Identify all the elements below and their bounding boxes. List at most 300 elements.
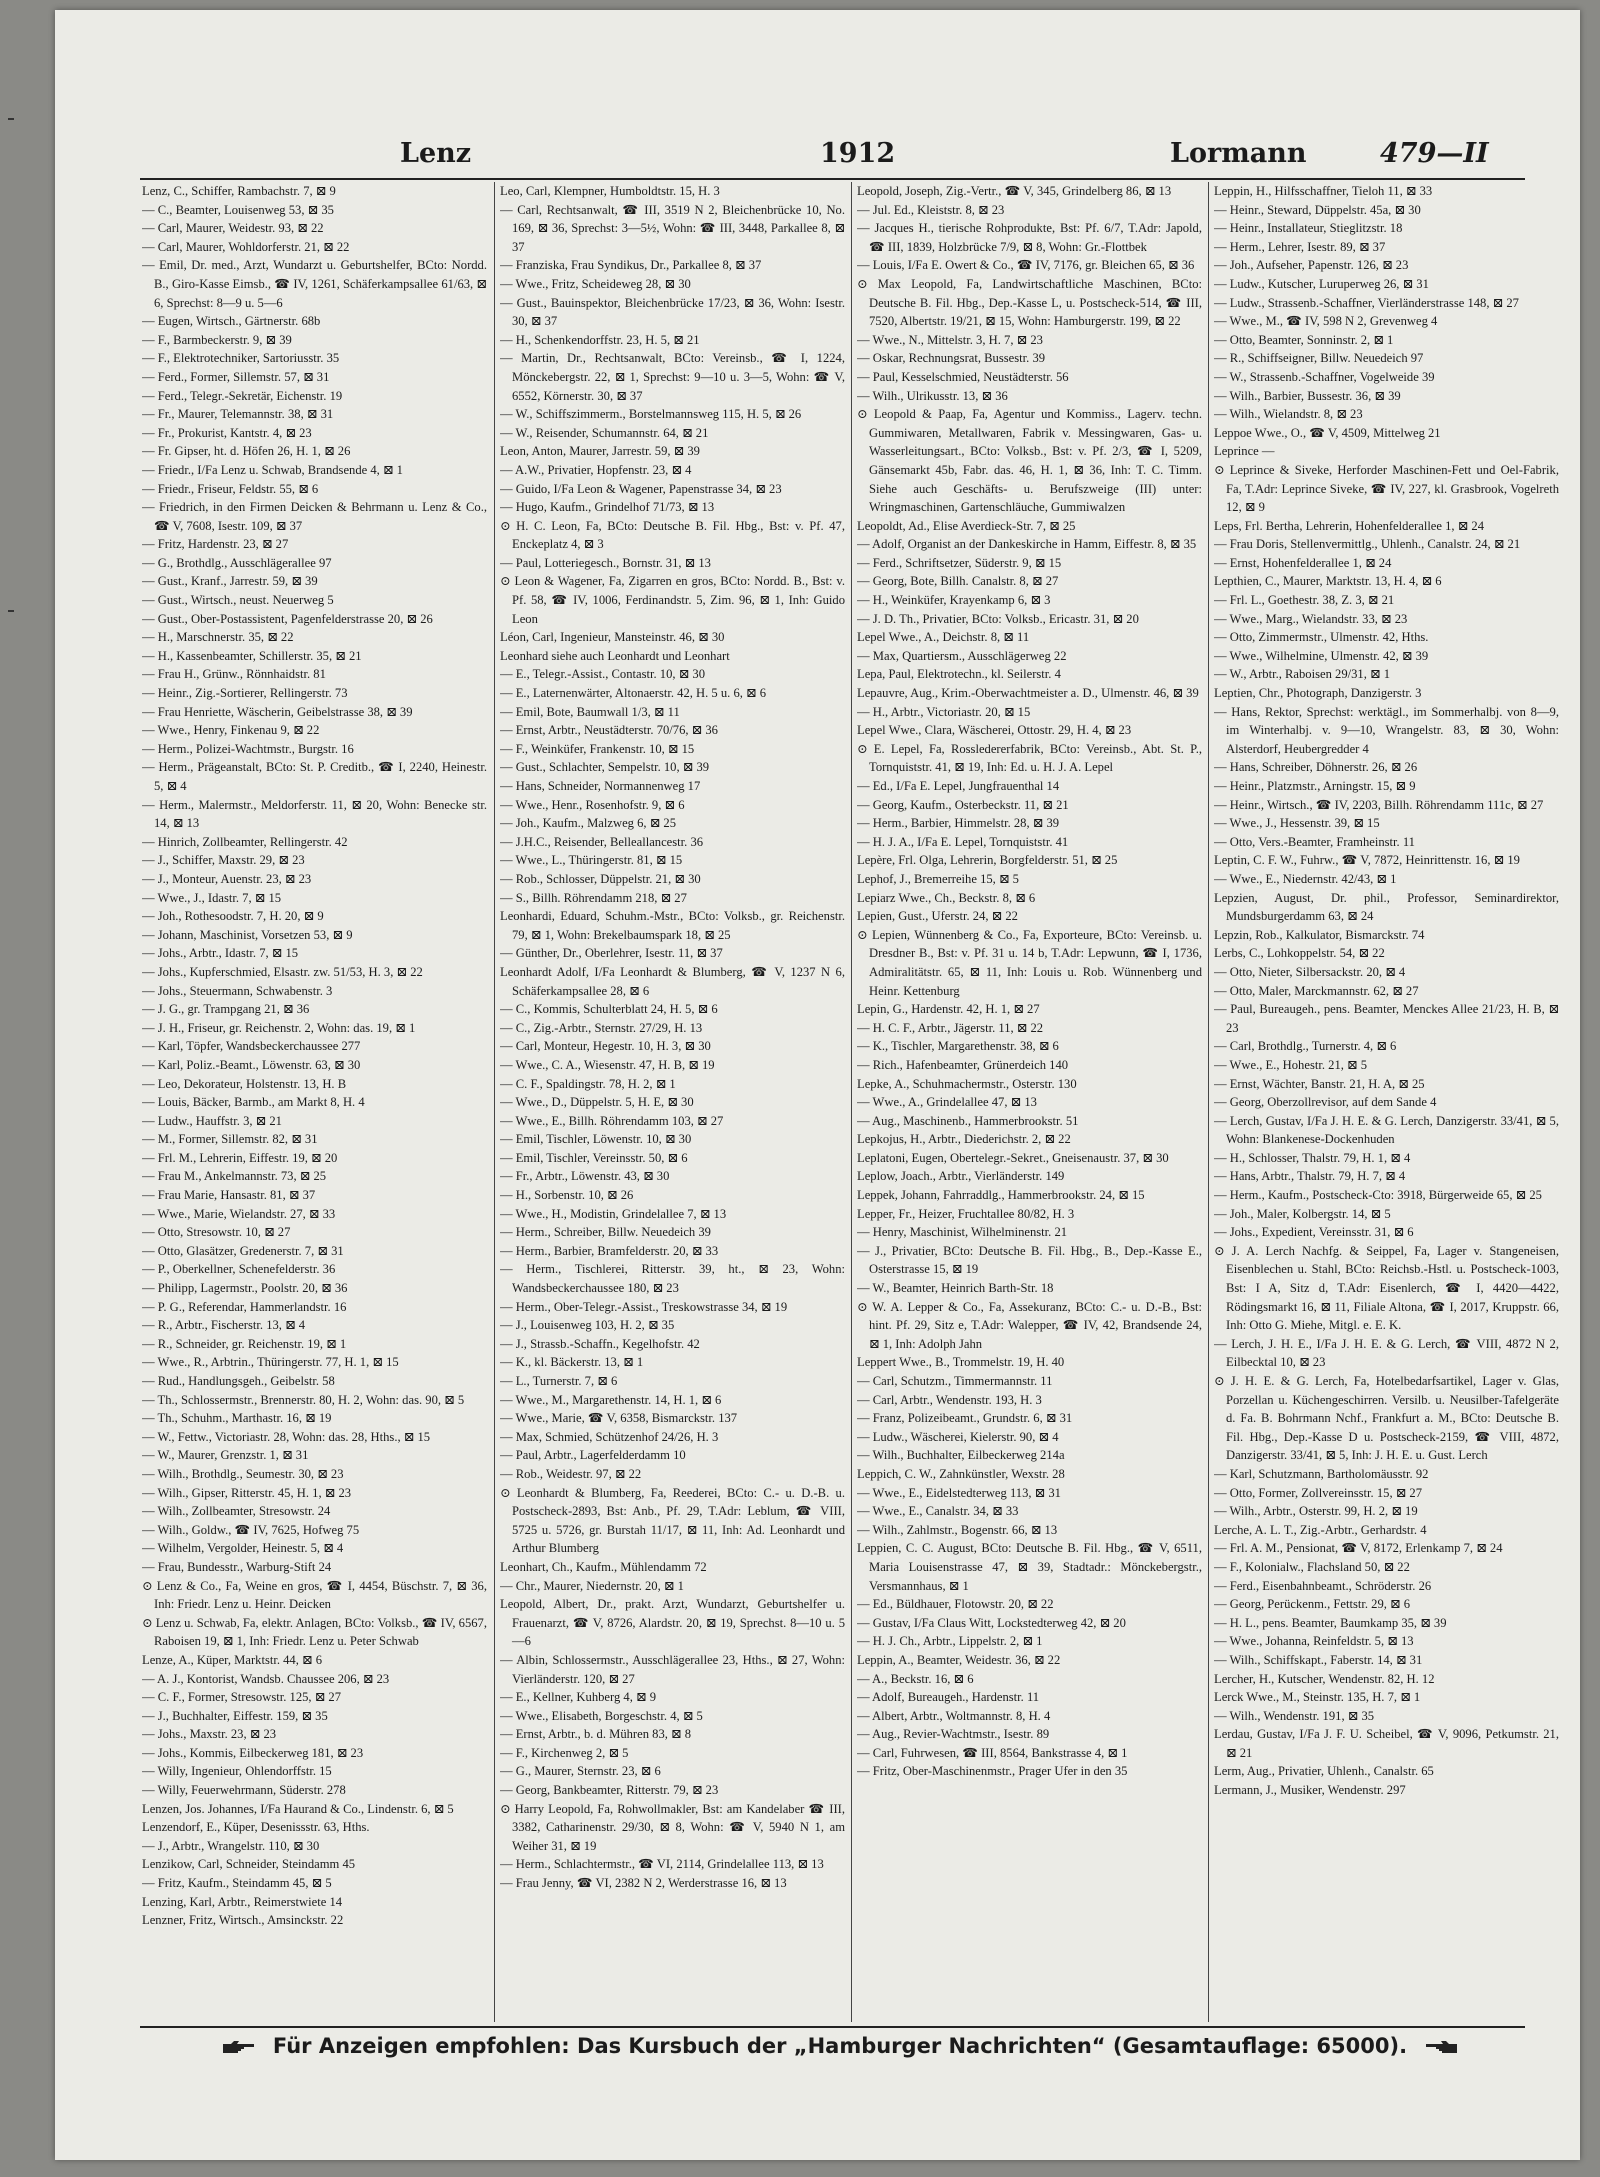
directory-entry: — Herm., Kaufm., Postscheck-Cto: 3918, Bürgerweide 65, ⊠ 25 — [1214, 1188, 1542, 1203]
directory-entry: Lepzien, August, Dr. phil., Professor, Seminardirektor, Mundsburgerdamm 63, ⊠ 24 — [1214, 890, 1559, 924]
header-first-name: Lenz — [400, 138, 472, 169]
directory-entry: ⊙ W. A. Lepper & Co., Fa, Assekuranz, BCto: C.- u. D.-B., Bst: hint. Pf. 29, Sitz e, T.Adr: Walepper, ☎ IV, 42, Brandsende 24, ⊠ 1, Inh: Adolph Jahn — [857, 1299, 1202, 1351]
directory-entry: Leptien, Chr., Photograph, Danzigerstr. 3 — [1214, 686, 1422, 701]
directory-entry: — Wwe., Marie, Wielandstr. 27, ⊠ 33 — [142, 1206, 336, 1221]
directory-entry: Leopold, Joseph, Zig.-Vertr., ☎ V, 345, Grindelberg 86, ⊠ 13 — [857, 184, 1172, 198]
directory-entry: — J., Monteur, Auenstr. 23, ⊠ 23 — [142, 871, 312, 886]
directory-entry: — Adolf, Bureaugeh., Hardenstr. 11 — [857, 1690, 1040, 1705]
directory-entry: — Friedr., I/Fa Lenz u. Schwab, Brandsende 4, ⊠ 1 — [142, 462, 403, 477]
directory-entry: Lepère, Frl. Olga, Lehrerin, Borgfelderstr. 51, ⊠ 25 — [857, 853, 1118, 868]
directory-entry: — Franziska, Frau Syndikus, Dr., Parkallee 8, ⊠ 37 — [500, 258, 762, 273]
directory-entry: — R., Schneider, gr. Reichenstr. 19, ⊠ 1 — [142, 1336, 347, 1351]
directory-entry: — F., Elektrotechniker, Sartoriusstr. 35 — [142, 351, 340, 366]
directory-entry: — Wwe., Henry, Finkenau 9, ⊠ 22 — [142, 723, 320, 738]
directory-entry: Leonhart, Ch., Kaufm., Mühlendamm 72 — [500, 1559, 707, 1574]
directory-entry: — G., Brothdlg., Ausschlägerallee 97 — [142, 555, 332, 570]
directory-entry: — Emil, Bote, Baumwall 1/3, ⊠ 11 — [500, 704, 680, 719]
directory-entry: — Ed., Büldhauer, Flotowstr. 20, ⊠ 22 — [857, 1597, 1054, 1612]
directory-entry: — Ludw., Strassenb.-Schaffner, Vierländerstrasse 148, ⊠ 27 — [1214, 295, 1519, 310]
directory-entry: — Ludw., Hauffstr. 3, ⊠ 21 — [142, 1113, 282, 1128]
directory-entry: — Frl. L., Goethestr. 38, Z. 3, ⊠ 21 — [1214, 593, 1395, 608]
directory-entry: ⊙ Lepien, Wünnenberg & Co., Fa, Exporteure, BCto: Vereinsb. u. Dresdner B., Bst: v. Pf. 31 u. 14 b, T.Adr: Lepwunn, ☎ I, 1736, Admiralitätstr. 65, ⊠ 11, Inh: Louis u. Rob. Wünnenberg und Heinr. Kettenburg — [857, 927, 1202, 998]
directory-entry: — Otto, Former, Zollvereinsstr. 15, ⊠ 27 — [1214, 1485, 1423, 1500]
directory-entry: Lepthien, C., Maurer, Marktstr. 13, H. 4, ⊠ 6 — [1214, 574, 1442, 589]
directory-entry: — Carl, Brothdlg., Turnerstr. 4, ⊠ 6 — [1214, 1039, 1397, 1054]
directory-entry: — E., Laternenwärter, Altonaerstr. 42, H. 5 u. 6, ⊠ 6 — [500, 686, 767, 701]
directory-entry: Lepiarz Wwe., Ch., Beckstr. 8, ⊠ 6 — [857, 890, 1036, 905]
directory-entry: — Rud., Handlungsgeh., Geibelstr. 58 — [142, 1374, 335, 1388]
directory-entry: Leonhardi, Eduard, Schuhm.-Mstr., BCto: Volksb., gr. Reichenstr. 79, ⊠ 1, Wohn: Brekelbaumspark 18, ⊠ 25 — [500, 909, 845, 942]
directory-entry: Lenzendorf, E., Küper, Desenissstr. 63, Hths. — [142, 1820, 370, 1835]
directory-entry: — Guido, I/Fa Leon & Wagener, Papenstrasse 34, ⊠ 23 — [500, 481, 782, 496]
directory-entry: — Ernst, Arbtr., b. d. Mühren 83, ⊠ 8 — [500, 1727, 692, 1742]
directory-entry: — Carl, Maurer, Weidestr. 93, ⊠ 22 — [142, 221, 324, 236]
directory-entry: — Philipp, Lagermstr., Poolstr. 20, ⊠ 36 — [142, 1281, 348, 1296]
directory-entry: — W., Fettw., Victoriastr. 28, Wohn: das. 28, Hths., ⊠ 15 — [142, 1429, 431, 1444]
directory-entry: — Ernst, Hohenfelderallee 1, ⊠ 24 — [1214, 555, 1392, 570]
directory-entry: — Gust., Bauinspektor, Bleichenbrücke 17/23, ⊠ 36, Wohn: Isestr. 30, ⊠ 37 — [500, 295, 845, 329]
directory-entry: — Herm., Barbier, Bramfelderstr. 20, ⊠ 33 — [500, 1243, 719, 1258]
directory-entry: — H., Schenkendorffstr. 23, H. 5, ⊠ 21 — [500, 332, 700, 347]
directory-entry: — Ludw., Wäscherei, Kielerstr. 90, ⊠ 4 — [857, 1429, 1059, 1444]
directory-entry: — Wilh., Ulrikusstr. 13, ⊠ 36 — [857, 388, 1008, 403]
directory-entry: — Friedrich, in den Firmen Deicken & Behrmann u. Lenz & Co., ☎ V, 7608, Isestr. 109, ⊠ 37 — [142, 500, 487, 533]
directory-entry: — Louis, Bäcker, Barmb., am Markt 8, H. 4 — [142, 1095, 365, 1110]
directory-entry: Lerck Wwe., M., Steinstr. 135, H. 7, ⊠ 1 — [1214, 1690, 1421, 1705]
directory-entry: — Frau H., Grünw., Rönnhaidstr. 81 — [142, 667, 326, 682]
directory-entry: Lenzikow, Carl, Schneider, Steindamm 45 — [142, 1857, 356, 1872]
directory-entry: Leprince — — [1214, 444, 1275, 459]
directory-entry: Leppich, C. W., Zahnkünstler, Wexstr. 28 — [857, 1466, 1065, 1481]
directory-entry: — Fr., Arbtr., Löwenstr. 43, ⊠ 30 — [500, 1169, 670, 1184]
directory-entry: — Hugo, Kaufm., Grindelhof 71/73, ⊠ 13 — [500, 500, 715, 515]
directory-entry: — Otto, Nieter, Silbersackstr. 20, ⊠ 4 — [1214, 964, 1406, 979]
pointing-hand-left-icon — [1424, 2040, 1458, 2054]
directory-entry: — Lerch, Gustav, I/Fa J. H. E. & G. Lerch, Danzigerstr. 33/41, ⊠ 5, Wohn: Blankenese-Dockenhuden — [1214, 1113, 1559, 1147]
directory-entry: — J., Privatier, BCto: Deutsche B. Fil. Hbg., B., Dep.-Kasse E., Osterstrasse 15, ⊠ 19 — [857, 1243, 1202, 1277]
directory-entry: Lepkojus, H., Arbtr., Diederichstr. 2, ⊠ 22 — [857, 1132, 1071, 1147]
directory-entry: — Henry, Maschinist, Wilhelminenstr. 21 — [857, 1225, 1068, 1240]
directory-entry: Lepel Wwe., A., Deichstr. 8, ⊠ 11 — [857, 630, 1030, 645]
directory-entry: — Max, Schmied, Schützenhof 24/26, H. 3 — [500, 1429, 719, 1444]
directory-entry: Lenz, C., Schiffer, Rambachstr. 7, ⊠ 9 — [142, 184, 336, 198]
directory-entry: — Friedr., Friseur, Feldstr. 55, ⊠ 6 — [142, 481, 319, 496]
directory-entry: — Frau Marie, Hansastr. 81, ⊠ 37 — [142, 1188, 316, 1203]
directory-entry: — F., Barmbeckerstr. 9, ⊠ 39 — [142, 332, 292, 347]
directory-entry: — Hans, Schneider, Normannenweg 17 — [500, 779, 701, 793]
directory-entry: — Frau Jenny, ☎ VI, 2382 N 2, Werderstrasse 16, ⊠ 13 — [500, 1876, 787, 1891]
directory-entry: — Otto, Vers.-Beamter, Framheinstr. 11 — [1214, 834, 1415, 849]
directory-entry: — Günther, Dr., Oberlehrer, Isestr. 11, ⊠ 37 — [500, 946, 723, 961]
directory-entry: — Otto, Beamter, Sonninstr. 2, ⊠ 1 — [1214, 332, 1394, 347]
directory-entry: — Wwe., A., Grindelallee 47, ⊠ 13 — [857, 1095, 1037, 1110]
directory-entry: — W., Maurer, Grenzstr. 1, ⊠ 31 — [142, 1448, 309, 1463]
directory-entry: — J. G., gr. Trampgang 21, ⊠ 36 — [142, 1002, 310, 1017]
directory-entry: — Emil, Tischler, Löwenstr. 10, ⊠ 30 — [500, 1132, 692, 1147]
directory-entry: — A.W., Privatier, Hopfenstr. 23, ⊠ 4 — [500, 462, 692, 477]
directory-entry: — Georg, Oberzollrevisor, auf dem Sande 4 — [1214, 1095, 1437, 1110]
directory-entry: ⊙ Lenz & Co., Fa, Weine en gros, ☎ I, 4454, Büschstr. 7, ⊠ 36, Inh: Friedr. Lenz u. Heinr. Deicken — [142, 1578, 487, 1612]
directory-entry: Lenze, A., Küper, Marktstr. 44, ⊠ 6 — [142, 1652, 323, 1667]
directory-entry: — J. D. Th., Privatier, BCto: Volksb., Ericastr. 31, ⊠ 20 — [857, 611, 1139, 626]
directory-entry: Lerche, A. L. T., Zig.-Arbtr., Gerhardstr. 4 — [1214, 1522, 1427, 1537]
directory-entry: — W., Beamter, Heinrich Barth-Str. 18 — [857, 1281, 1054, 1296]
directory-entry: ⊙ J. H. E. & G. Lerch, Fa, Hotelbedarfsartikel, Lager v. Glas, Porzellan u. Küchengeschirren. Versilb. u. Neusilber-Tafelgeräte d. Fa. B. Bohrmann Nchf., Frankfurt a. M., BCto: Deutsche B. Fil. Hbg., Dep.-Kasse D u. Postscheck-2159, ☎ VIII, 4872, Danzigerstr. 33/41, ⊠ 5, Inh: J. H. E. u. Gust. Lerch — [1214, 1374, 1559, 1463]
directory-entry: — Johs., Expedient, Vereinsstr. 31, ⊠ 6 — [1214, 1225, 1414, 1240]
directory-entry: — H., Marschnerstr. 35, ⊠ 22 — [142, 630, 294, 645]
directory-entry: — Hinrich, Zollbeamter, Rellingerstr. 42 — [142, 834, 348, 849]
directory-entry: — Rob., Weidestr. 97, ⊠ 22 — [500, 1466, 642, 1481]
directory-entry: — Wilh., Gipser, Ritterstr. 45, H. 1, ⊠ 23 — [142, 1485, 352, 1500]
directory-entry: — Albin, Schlossermstr., Ausschlägerallee 23, Hths., ⊠ 27, Wohn: Vierländerstr. 120, ⊠ 27 — [500, 1652, 845, 1686]
directory-entry: — Ferd., Eisenbahnbeamt., Schröderstr. 26 — [1214, 1578, 1432, 1593]
directory-entry: — Otto, Zimmermstr., Ulmenstr. 42, Hths. — [1214, 630, 1429, 645]
directory-entry: — J. H., Friseur, gr. Reichenstr. 2, Wohn: das. 19, ⊠ 1 — [142, 1020, 416, 1035]
advertisement-footer — [160, 2034, 1520, 2074]
directory-entry: — Wilh., Zollbeamter, Stresowstr. 24 — [142, 1504, 331, 1519]
directory-entry: — H. J. A., I/Fa E. Lepel, Tornquiststr. 41 — [857, 834, 1069, 849]
directory-entry: — Wwe., Johanna, Reinfeldstr. 5, ⊠ 13 — [1214, 1634, 1414, 1649]
directory-entry: — H., Kassenbeamter, Schillerstr. 35, ⊠ 21 — [142, 648, 362, 663]
directory-entry: — Ferd., Schriftsetzer, Süderstr. 9, ⊠ 15 — [857, 555, 1062, 570]
directory-entry: Lepper, Fr., Heizer, Fruchtallee 80/82, H. 3 — [857, 1206, 1075, 1221]
directory-entry: — Ferd., Former, Sillemstr. 57, ⊠ 31 — [142, 369, 330, 384]
directory-entry: — J., Strassb.-Schaffn., Kegelhofstr. 42 — [500, 1336, 700, 1351]
page-header — [400, 138, 1580, 178]
directory-entry: — Frl. M., Lehrerin, Eiffestr. 19, ⊠ 20 — [142, 1150, 338, 1165]
directory-entry: — Carl, Maurer, Wohldorferstr. 21, ⊠ 22 — [142, 239, 350, 254]
directory-entry: — Frau M., Ankelmannstr. 73, ⊠ 25 — [142, 1169, 327, 1184]
directory-entry: — Gust., Schlachter, Sempelstr. 10, ⊠ 39 — [500, 760, 710, 775]
directory-entry: — Wwe., N., Mittelstr. 3, H. 7, ⊠ 23 — [857, 332, 1043, 347]
directory-entry: — C., Kommis, Schulterblatt 24, H. 5, ⊠ 6 — [500, 1002, 718, 1017]
directory-entry: Lepke, A., Schuhmachermstr., Osterstr. 130 — [857, 1076, 1077, 1091]
directory-entry: — Ferd., Telegr.-Sekretär, Eichenstr. 19 — [142, 388, 343, 403]
directory-entry: — H., Sorbenstr. 10, ⊠ 26 — [500, 1188, 634, 1203]
directory-entry: — Oskar, Rechnungsrat, Bussestr. 39 — [857, 351, 1046, 366]
directory-entry: — Wwe., J., Idastr. 7, ⊠ 15 — [142, 890, 282, 905]
directory-entry: — Joh., Aufseher, Papenstr. 126, ⊠ 23 — [1214, 258, 1409, 273]
directory-entry: — C. F., Spaldingstr. 78, H. 2, ⊠ 1 — [500, 1076, 676, 1091]
directory-entry: — Carl, Fuhrwesen, ☎ III, 8564, Bankstrasse 4, ⊠ 1 — [857, 1745, 1128, 1760]
directory-entry: — Herm., Polizei-Wachtmstr., Burgstr. 16 — [142, 741, 354, 756]
directory-entry: — Johann, Maschinist, Vorsetzen 53, ⊠ 9 — [142, 927, 353, 942]
directory-entry: — Wilh., Wendenstr. 191, ⊠ 35 — [1214, 1708, 1375, 1723]
directory-entry: — Emil, Tischler, Vereinsstr. 50, ⊠ 6 — [500, 1150, 688, 1165]
binding-mark — [8, 610, 14, 612]
directory-entry: — H. L., pens. Beamter, Baumkamp 35, ⊠ 39 — [1214, 1615, 1447, 1630]
directory-entry: — Hans, Rektor, Sprechst: werktägl., im Sommerhalbj. von 8—9, im Winterhalbj. v. 9—10, Wrangelstr. 83, ⊠ 30, Wohn: Alsterdorf, Heubergredder 4 — [1214, 704, 1559, 756]
directory-entry: — H., Weinküfer, Krayenkamp 6, ⊠ 3 — [857, 593, 1051, 608]
directory-entry: — J., Buchhalter, Eiffestr. 159, ⊠ 35 — [142, 1708, 328, 1723]
directory-entry: — Martin, Dr., Rechtsanwalt, BCto: Vereinsb., ☎ I, 1224, Mönckebergstr. 22, ⊠ 1, Sprechst: 9—10 u. 3—5, Wohn: ☎ V, 6552, Körnerstr. 30, ⊠ 37 — [500, 351, 845, 403]
directory-entry: — Ed., I/Fa E. Lepel, Jungfrauenthal 14 — [857, 779, 1060, 793]
directory-entry: — Georg, Bankbeamter, Ritterstr. 79, ⊠ 23 — [500, 1783, 719, 1798]
column-3 — [857, 182, 1202, 2022]
footer-text: Für Anzeigen empfohlen: Das Kursbuch der „Hamburger Nachrichten“ (Gesamtauflage: 65000). — [272, 2034, 1408, 2058]
directory-entry: — K., kl. Bäckerstr. 13, ⊠ 1 — [500, 1355, 644, 1370]
directory-entry: — Lerch, J. H. E., I/Fa J. H. E. & G. Lerch, ☎ VIII, 4872 N 2, Eilbecktal 10, ⊠ 23 — [1214, 1336, 1559, 1370]
directory-entry: — Frau Henriette, Wäscherin, Geibelstrasse 38, ⊠ 39 — [142, 704, 413, 719]
directory-entry: — Emil, Dr. med., Arzt, Wundarzt u. Geburtshelfer, BCto: Nordd. B., Giro-Kasse Eimsb., ☎ IV, 1261, Schäferkampsallee 61/63, ⊠ 6, Sprechst: 8—9 u. 5—6 — [142, 258, 487, 310]
directory-entry: — E., Kellner, Kuhberg 4, ⊠ 9 — [500, 1690, 657, 1705]
directory-entry: — Max, Quartiersm., Ausschlägerweg 22 — [857, 648, 1067, 663]
directory-entry: — Fr. Gipser, ht. d. Höfen 26, H. 1, ⊠ 26 — [142, 444, 351, 459]
directory-entry: — W., Arbtr., Raboisen 29/31, ⊠ 1 — [1214, 667, 1391, 682]
directory-entry: — Paul, Arbtr., Lagerfelderdamm 10 — [500, 1448, 686, 1463]
directory-entry: — Wilh., Wielandstr. 8, ⊠ 23 — [1214, 407, 1363, 422]
directory-entry: ⊙ E. Lepel, Fa, Rossledererfabrik, BCto: Vereinsb., Abt. St. P., Tornquiststr. 41, ⊠ 19, Inh: Ed. u. H. J. A. Lepel — [857, 741, 1202, 775]
footer-rule — [140, 2026, 1525, 2028]
directory-entry: — Jul. Ed., Kleiststr. 8, ⊠ 23 — [857, 202, 1005, 217]
header-last-name: Lormann — [1170, 138, 1307, 169]
directory-entry: Lenzing, Karl, Arbtr., Reimerstwiete 14 — [142, 1894, 343, 1909]
directory-entry: — Otto, Maler, Marckmannstr. 62, ⊠ 27 — [1214, 983, 1419, 998]
directory-entry: ⊙ J. A. Lerch Nachfg. & Seippel, Fa, Lager v. Stangeneisen, Eisenblechen u. Stahl, BCto: Reichsb.-Hstl. u. Postscheck-1003, Bst: I A, Sitz d, T.Adr: Eisenlerch, ☎ I, 4420—4422, Rödingsmarkt 16, ⊠ 11, Filiale Altona, ☎ I, 2017, Kruppstr. 66, Inh: Otto G. Miehe, Mitgl. e. E. K. — [1214, 1243, 1559, 1333]
directory-entry: — Adolf, Organist an der Dankeskirche in Hamm, Eiffestr. 8, ⊠ 35 — [857, 537, 1197, 552]
directory-entry: — Fritz, Hardenstr. 23, ⊠ 27 — [142, 537, 289, 552]
directory-entry: — Wwe., M., Margarethenstr. 14, H. 1, ⊠ 6 — [500, 1392, 722, 1407]
directory-entry: — Herm., Lehrer, Isestr. 89, ⊠ 37 — [1214, 239, 1386, 254]
directory-entry: — Wilh., Goldw., ☎ IV, 7625, Hofweg 75 — [142, 1522, 360, 1537]
directory-entry: Leplow, Joach., Arbtr., Vierländerstr. 149 — [857, 1169, 1065, 1184]
directory-entry: — Wwe., Marie, ☎ V, 6358, Bismarckstr. 137 — [500, 1411, 738, 1426]
directory-entry: — F., Weinküfer, Frankenstr. 10, ⊠ 15 — [500, 741, 695, 756]
directory-entry: — Frau, Bundesstr., Warburg-Stift 24 — [142, 1559, 332, 1574]
directory-entry: — W., Reisender, Schumannstr. 64, ⊠ 21 — [500, 425, 709, 440]
directory-entry: — Herm., Barbier, Himmelstr. 28, ⊠ 39 — [857, 816, 1060, 831]
directory-entry: — Wilh., Brothdlg., Seumestr. 30, ⊠ 23 — [142, 1466, 344, 1481]
directory-entry: — Wwe., C. A., Wiesenstr. 47, H. B, ⊠ 19 — [500, 1057, 715, 1072]
directory-entry: — J., Schiffer, Maxstr. 29, ⊠ 23 — [142, 853, 305, 868]
directory-entry: Leppert Wwe., B., Trommelstr. 19, H. 40 — [857, 1355, 1065, 1370]
directory-entry: — Herm., Schlachtermstr., ☎ VI, 2114, Grindelallee 113, ⊠ 13 — [500, 1857, 824, 1872]
directory-entry: ⊙ Leopold & Paap, Fa, Agentur und Kommiss., Lagerv. techn. Gummiwaren, Metallwaren, Fabrik v. Messingwaren, Gas- u. Wasserleitungsart., BCto: Volksb., Bst: v. Pf. 2/3, ☎ I, 5209, Gänsemarkt 45b, Fabr. das. 46, H. 1, ⊠ 36, Inh: T. C. Timm. Siehe auch Geschäfts- u. Berufszweige (III) unter: Wringmaschinen, Gartenschläuche, Gummiwalzen — [857, 407, 1202, 515]
header-year: 1912 — [820, 138, 896, 169]
directory-entry: — Paul, Bureaugeh., pens. Beamter, Menckes Allee 21/23, H. B, ⊠ 23 — [1214, 1002, 1559, 1035]
directory-entry: — Wilhelm, Vergolder, Heinestr. 5, ⊠ 4 — [142, 1541, 344, 1556]
directory-entry: Lerdau, Gustav, I/Fa J. F. U. Scheibel, ☎ V, 9096, Petkumstr. 21, ⊠ 21 — [1214, 1727, 1559, 1760]
directory-entry: — Wwe., L., Thüringerstr. 81, ⊠ 15 — [500, 853, 683, 868]
directory-entry: — Wwe., J., Hessenstr. 39, ⊠ 15 — [1214, 816, 1380, 831]
column-1 — [142, 182, 487, 2022]
directory-entry: — Herm., Ober-Telegr.-Assist., Treskowstrasse 34, ⊠ 19 — [500, 1299, 788, 1314]
directory-entry: — Gustav, I/Fa Claus Witt, Lockstedterweg 42, ⊠ 20 — [857, 1615, 1126, 1630]
pointing-hand-right-icon — [222, 2040, 256, 2054]
directory-entry: — L., Turnerstr. 7, ⊠ 6 — [500, 1374, 618, 1388]
directory-entry: — Th., Schuhm., Marthastr. 16, ⊠ 19 — [142, 1411, 332, 1426]
directory-entry: Lephof, J., Bremerreihe 15, ⊠ 5 — [857, 871, 1019, 886]
directory-entry: — J., Arbtr., Wrangelstr. 110, ⊠ 30 — [142, 1838, 320, 1853]
directory-entry: — Wwe., Marg., Wielandstr. 33, ⊠ 23 — [1214, 611, 1408, 626]
directory-entry: — Herm., Prägeanstalt, BCto: St. P. Creditb., ☎ I, 2240, Heinestr. 5, ⊠ 4 — [142, 760, 487, 793]
directory-entry: — Carl, Monteur, Hegestr. 10, H. 3, ⊠ 30 — [500, 1039, 711, 1054]
directory-entry: — Wwe., M., ☎ IV, 598 N 2, Grevenweg 4 — [1214, 314, 1438, 329]
directory-entry: — Joh., Kaufm., Malzweg 6, ⊠ 25 — [500, 816, 676, 831]
directory-entry: Leopoldt, Ad., Elise Averdieck-Str. 7, ⊠ 25 — [857, 518, 1076, 533]
directory-entry: — C., Zig.-Arbtr., Sternstr. 27/29, H. 13 — [500, 1020, 703, 1035]
directory-entry: — Johs., Steuermann, Schwabenstr. 3 — [142, 983, 333, 998]
directory-entry: Leppin, A., Beamter, Weidestr. 36, ⊠ 22 — [857, 1652, 1061, 1667]
directory-entry: Leppin, H., Hilfsschaffner, Tieloh 11, ⊠ 33 — [1214, 184, 1433, 198]
directory-entry: — Carl, Schutzm., Timmermannstr. 11 — [857, 1374, 1053, 1388]
directory-entry: Lepel Wwe., Clara, Wäscherei, Ottostr. 29, H. 4, ⊠ 23 — [857, 723, 1132, 738]
directory-entry: — Ernst, Arbtr., Neustädterstr. 70/76, ⊠ 36 — [500, 723, 718, 738]
directory-entry: Léon, Carl, Ingenieur, Mansteinstr. 46, ⊠ 30 — [500, 630, 725, 645]
directory-entry: — Frl. A. M., Pensionat, ☎ V, 8172, Erlenkamp 7, ⊠ 24 — [1214, 1541, 1503, 1556]
column-divider — [851, 182, 852, 2022]
directory-entry: — Gust., Ober-Postassistent, Pagenfelderstrasse 20, ⊠ 26 — [142, 611, 433, 626]
directory-entry: — Willy, Ingenieur, Ohlendorffstr. 15 — [142, 1764, 332, 1779]
directory-entry: — Albert, Arbtr., Woltmannstr. 8, H. 4 — [857, 1708, 1051, 1723]
directory-entry: Lenzen, Jos. Johannes, I/Fa Haurand & Co., Lindenstr. 6, ⊠ 5 — [142, 1801, 454, 1816]
directory-entry: — A. J., Kontorist, Wandsb. Chaussee 206, ⊠ 23 — [142, 1671, 390, 1686]
header-rule — [140, 178, 1525, 180]
directory-entry: — Jacques H., tierische Rohprodukte, Bst: Pf. 6/7, T.Adr: Japold, ☎ III, 1839, Holzbrücke 7/9, ⊠ 8, Wohn: Gr.-Flottbek — [857, 221, 1202, 254]
directory-entry: — Willy, Feuerwehrmann, Süderstr. 278 — [142, 1783, 346, 1798]
directory-entry: Lercher, H., Kutscher, Wendenstr. 82, H. 12 — [1214, 1671, 1435, 1686]
directory-entry: — C. F., Former, Stresowstr. 125, ⊠ 27 — [142, 1690, 342, 1705]
directory-entry: — Wwe., E., Hohestr. 21, ⊠ 5 — [1214, 1057, 1368, 1072]
directory-entry: — Karl, Schutzmann, Bartholomäusstr. 92 — [1214, 1466, 1429, 1481]
directory-entry: — Franz, Polizeibeamt., Grundstr. 6, ⊠ 31 — [857, 1411, 1073, 1426]
directory-entry: Lepa, Paul, Elektrotechn., kl. Seilerstr. 4 — [857, 667, 1061, 682]
directory-entry: — Eugen, Wirtsch., Gärtnerstr. 68b — [142, 314, 321, 329]
directory-entry: — Heinr., Wirtsch., ☎ IV, 2203, Billh. Röhrendamm 111c, ⊠ 27 — [1214, 797, 1544, 812]
directory-entry: — Joh., Maler, Kolbergstr. 14, ⊠ 5 — [1214, 1206, 1391, 1221]
directory-entry: — C., Beamter, Louisenweg 53, ⊠ 35 — [142, 202, 334, 217]
directory-entry: — Fritz, Kaufm., Steindamm 45, ⊠ 5 — [142, 1876, 332, 1891]
header-page-number: 479—II — [1380, 138, 1489, 169]
column-4 — [1214, 182, 1559, 2022]
directory-entry: Leptin, C. F. W., Fuhrw., ☎ V, 7872, Heinrittenstr. 16, ⊠ 19 — [1214, 853, 1520, 868]
directory-entry: — Wilh., Schiffskapt., Faberstr. 14, ⊠ 31 — [1214, 1652, 1423, 1667]
directory-entry: — Karl, Töpfer, Wandsbeckerchaussee 277 — [142, 1039, 361, 1054]
directory-entry: — Hans, Schreiber, Döhnerstr. 26, ⊠ 26 — [1214, 760, 1418, 775]
directory-entry: — Johs., Kommis, Eilbeckerweg 181, ⊠ 23 — [142, 1745, 364, 1760]
directory-entry: — S., Billh. Röhrendamm 218, ⊠ 27 — [500, 890, 687, 905]
directory-entry: — Wwe., D., Düppelstr. 5, H. E, ⊠ 30 — [500, 1095, 694, 1110]
directory-entry: — H. J. Ch., Arbtr., Lippelstr. 2, ⊠ 1 — [857, 1634, 1043, 1649]
directory-entry: — Wwe., Wilhelmine, Ulmenstr. 42, ⊠ 39 — [1214, 648, 1429, 663]
directory-entry: ⊙ Lenz u. Schwab, Fa, elektr. Anlagen, BCto: Volksb., ☎ IV, 6567, Raboisen 19, ⊠ 1, Inh: Friedr. Lenz u. Peter Schwab — [142, 1615, 487, 1649]
directory-entry: — Th., Schlossermstr., Brennerstr. 80, H. 2, Wohn: das. 90, ⊠ 5 — [142, 1392, 465, 1407]
directory-entry: — Heinr., Steward, Düppelstr. 45a, ⊠ 30 — [1214, 202, 1421, 217]
directory-entry: — Gust., Kranf., Jarrestr. 59, ⊠ 39 — [142, 574, 318, 589]
directory-entry: Lermann, J., Musiker, Wendenstr. 297 — [1214, 1783, 1406, 1798]
directory-entry: — Heinr., Zig.-Sortierer, Rellingerstr. 73 — [142, 686, 348, 701]
directory-entry: — Wwe., R., Arbtrin., Thüringerstr. 77, H. 1, ⊠ 15 — [142, 1355, 399, 1370]
directory-entry: — Joh., Rothesoodstr. 7, H. 20, ⊠ 9 — [142, 909, 324, 924]
binding-mark — [8, 118, 14, 120]
directory-entry: — Wwe., E., Eidelstedterweg 113, ⊠ 31 — [857, 1485, 1061, 1500]
directory-entry: Leonhard siehe auch Leonhardt und Leonhart — [500, 648, 730, 663]
directory-entry: — A., Beckstr. 16, ⊠ 6 — [857, 1671, 974, 1686]
directory-entry: ⊙ Leonhardt & Blumberg, Fa, Reederei, BCto: C.- u. D.-B. u. Postscheck-2893, Bst: Anb., Pf. 29, T.Adr: Leblum, ☎ VIII, 5725 u. 5726, gr. Burstah 11/17, ⊠ 11, Inh: Ad. Leonhardt und Arthur Blumberg — [500, 1485, 845, 1556]
directory-entry: — W., Schiffszimmerm., Borstelmannsweg 115, H. 5, ⊠ 26 — [500, 407, 802, 422]
directory-entry: — Wwe., Elisabeth, Borgeschstr. 4, ⊠ 5 — [500, 1708, 703, 1723]
directory-entry: — Leo, Dekorateur, Holstenstr. 13, H. B — [142, 1076, 347, 1091]
directory-entry: — Paul, Kesselschmied, Neustädterstr. 56 — [857, 369, 1069, 384]
directory-entry: — W., Strassenb.-Schaffner, Vogelweide 39 — [1214, 369, 1435, 384]
directory-entry: — Georg, Bote, Billh. Canalstr. 8, ⊠ 27 — [857, 574, 1059, 589]
directory-entry: — P., Oberkellner, Schenefelderstr. 36 — [142, 1262, 336, 1277]
directory-entry: ⊙ Harry Leopold, Fa, Rohwollmakler, Bst: am Kandelaber ☎ III, 3382, Catharinenstr. 29/30, ⊠ 8, Wohn: ☎ V, 5940 N 1, am Weiher 31, ⊠ 19 — [500, 1801, 845, 1853]
directory-entry: — Fr., Maurer, Telemannstr. 38, ⊠ 31 — [142, 407, 334, 422]
column-2 — [500, 182, 845, 2022]
directory-entry: — Ludw., Kutscher, Luruperweg 26, ⊠ 31 — [1214, 276, 1429, 291]
directory-entry: Lepzin, Rob., Kalkulator, Bismarckstr. 74 — [1214, 927, 1425, 942]
directory-entry: — P. G., Referendar, Hammerlandstr. 16 — [142, 1299, 347, 1314]
directory-entry: — Johs., Arbtr., Idastr. 7, ⊠ 15 — [142, 946, 299, 961]
directory-entry: — Johs., Kupferschmied, Elsastr. zw. 51/53, H. 3, ⊠ 22 — [142, 964, 423, 979]
directory-entry: — Otto, Glasätzer, Gredenerstr. 7, ⊠ 31 — [142, 1243, 344, 1258]
directory-entry: ⊙ Max Leopold, Fa, Landwirtschaftliche Maschinen, BCto: Deutsche B. Fil. Hbg., Dep.-Kasse L, u. Postscheck-514, ☎ III, 7520, Albertstr. 19/21, ⊠ 15, Wohn: Hamburgerstr. 199, ⊠ 22 — [857, 276, 1202, 329]
directory-entry: Leon, Anton, Maurer, Jarrestr. 59, ⊠ 39 — [500, 444, 700, 459]
directory-entry: — H., Arbtr., Victoriastr. 20, ⊠ 15 — [857, 704, 1031, 719]
directory-entry: — Aug., Maschinenb., Hammerbrookstr. 51 — [857, 1113, 1079, 1128]
directory-entry: — J., Louisenweg 103, H. 2, ⊠ 35 — [500, 1318, 675, 1333]
directory-entry: — Wwe., E., Billh. Röhrendamm 103, ⊠ 27 — [500, 1113, 724, 1128]
directory-entry: — M., Former, Sillemstr. 82, ⊠ 31 — [142, 1132, 318, 1147]
directory-entry: — K., Tischler, Margarethenstr. 38, ⊠ 6 — [857, 1039, 1059, 1054]
directory-entry: — Wwe., E., Canalstr. 34, ⊠ 33 — [857, 1504, 1019, 1519]
directory-entry: — Johs., Maxstr. 23, ⊠ 23 — [142, 1727, 277, 1742]
directory-entry: — Louis, I/Fa E. Owert & Co., ☎ IV, 7176, gr. Bleichen 65, ⊠ 36 — [857, 258, 1195, 273]
directory-entry: Leppien, C. C. August, BCto: Deutsche B. Fil. Hbg., ☎ V, 6511, Maria Louisenstrasse 47, ⊠ 39, Stadtadr.: Mönckebergstr., Versmannhaus, ⊠ 1 — [857, 1541, 1202, 1593]
directory-entry: Leplatoni, Eugen, Obertelegr.-Sekret., Gneisenaustr. 37, ⊠ 30 — [857, 1150, 1169, 1165]
directory-entry: — Fritz, Ober-Maschinenmstr., Prager Ufer in den 35 — [857, 1764, 1128, 1779]
directory-entry: — Wwe., Fritz, Scheideweg 28, ⊠ 30 — [500, 276, 691, 291]
directory-entry: ⊙ H. C. Leon, Fa, BCto: Deutsche B. Fil. Hbg., Bst: v. Pf. 47, Enckeplatz 4, ⊠ 3 — [500, 518, 845, 552]
column-divider — [494, 182, 495, 2022]
directory-entry: — Rob., Schlosser, Düppelstr. 21, ⊠ 30 — [500, 871, 701, 886]
directory-entry: Lepauvre, Aug., Krim.-Oberwachtmeister a. D., Ulmenstr. 46, ⊠ 39 — [857, 686, 1199, 701]
directory-entry: Leps, Frl. Bertha, Lehrerin, Hohenfelderallee 1, ⊠ 24 — [1214, 518, 1485, 533]
directory-entry: — H., Schlosser, Thalstr. 79, H. 1, ⊠ 4 — [1214, 1150, 1411, 1165]
directory-entry: — G., Maurer, Sternstr. 23, ⊠ 6 — [500, 1764, 661, 1779]
directory-entry: — Wilh., Arbtr., Osterstr. 99, H. 2, ⊠ 19 — [1214, 1504, 1418, 1519]
directory-entry: Lenzner, Fritz, Wirtsch., Amsinckstr. 22 — [142, 1913, 344, 1928]
directory-entry: — Wwe., E., Niedernstr. 42/43, ⊠ 1 — [1214, 871, 1397, 886]
directory-entry: — Herm., Tischlerei, Ritterstr. 39, ht., ⊠ 23, Wohn: Wandsbeckerchaussee 180, ⊠ 23 — [500, 1262, 845, 1296]
directory-entry: — Wilh., Barbier, Bussestr. 36, ⊠ 39 — [1214, 388, 1401, 403]
directory-entry: — Aug., Revier-Wachtmstr., Isestr. 89 — [857, 1727, 1050, 1742]
directory-entry: — H. C. F., Arbtr., Jägerstr. 11, ⊠ 22 — [857, 1020, 1044, 1035]
directory-entry: ⊙ Leprince & Siveke, Herforder Maschinen-Fett und Oel-Fabrik, Fa, T.Adr: Leprince Siveke, ☎ IV, 227, kl. Grasbrook, Vogelreth 12, ⊠ 9 — [1214, 462, 1559, 515]
directory-entry: — Carl, Rechtsanwalt, ☎ III, 3519 N 2, Bleichenbrücke 10, No. 169, ⊠ 36, Sprechst: 3—5½, Wohn: ☎ III, 3448, Parkallee 8, ⊠ 37 — [500, 202, 845, 254]
directory-entry: — J.H.C., Reisender, Belleallancestr. 36 — [500, 834, 704, 849]
directory-entry: — Ernst, Wächter, Banstr. 21, H. A, ⊠ 25 — [1214, 1076, 1425, 1091]
directory-entry: Leo, Carl, Klempner, Humboldtstr. 15, H. 3 — [500, 184, 720, 198]
directory-entry: — Wilh., Buchhalter, Eilbeckerweg 214a — [857, 1448, 1065, 1463]
directory-entry: — E., Telegr.-Assist., Contastr. 10, ⊠ 30 — [500, 667, 705, 682]
directory-entry: — Frau Doris, Stellenvermittlg., Uhlenh., Canalstr. 24, ⊠ 21 — [1214, 537, 1521, 552]
directory-entry: Lerbs, C., Lohkoppelstr. 54, ⊠ 22 — [1214, 946, 1385, 961]
column-divider — [1208, 182, 1209, 2022]
directory-entry: Leppek, Johann, Fahrraddlg., Hammerbrookstr. 24, ⊠ 15 — [857, 1188, 1145, 1203]
directory-entry: — Georg, Kaufm., Osterbeckstr. 11, ⊠ 21 — [857, 797, 1069, 812]
directory-entry: — Fr., Prokurist, Kantstr. 4, ⊠ 23 — [142, 425, 312, 440]
directory-entry: — F., Kolonialw., Flachsland 50, ⊠ 22 — [1214, 1559, 1410, 1574]
directory-entry: Lerm, Aug., Privatier, Uhlenh., Canalstr. 65 — [1214, 1764, 1434, 1779]
directory-entry: — Paul, Lotteriegesch., Bornstr. 31, ⊠ 13 — [500, 555, 711, 570]
directory-entry: Leopold, Albert, Dr., prakt. Arzt, Wundarzt, Geburtshelfer u. Frauenarzt, ☎ V, 8726, Alardstr. 20, ⊠ 19, Sprechst. 8—10 u. 5—6 — [500, 1597, 845, 1649]
directory-entry: Leppoe Wwe., O., ☎ V, 4509, Mittelweg 21 — [1214, 425, 1441, 440]
directory-entry: — Carl, Arbtr., Wendenstr. 193, H. 3 — [857, 1392, 1042, 1407]
directory-entry: — Wilh., Zahlmstr., Bogenstr. 66, ⊠ 13 — [857, 1522, 1058, 1537]
directory-entry: — Otto, Stresowstr. 10, ⊠ 27 — [142, 1225, 291, 1240]
